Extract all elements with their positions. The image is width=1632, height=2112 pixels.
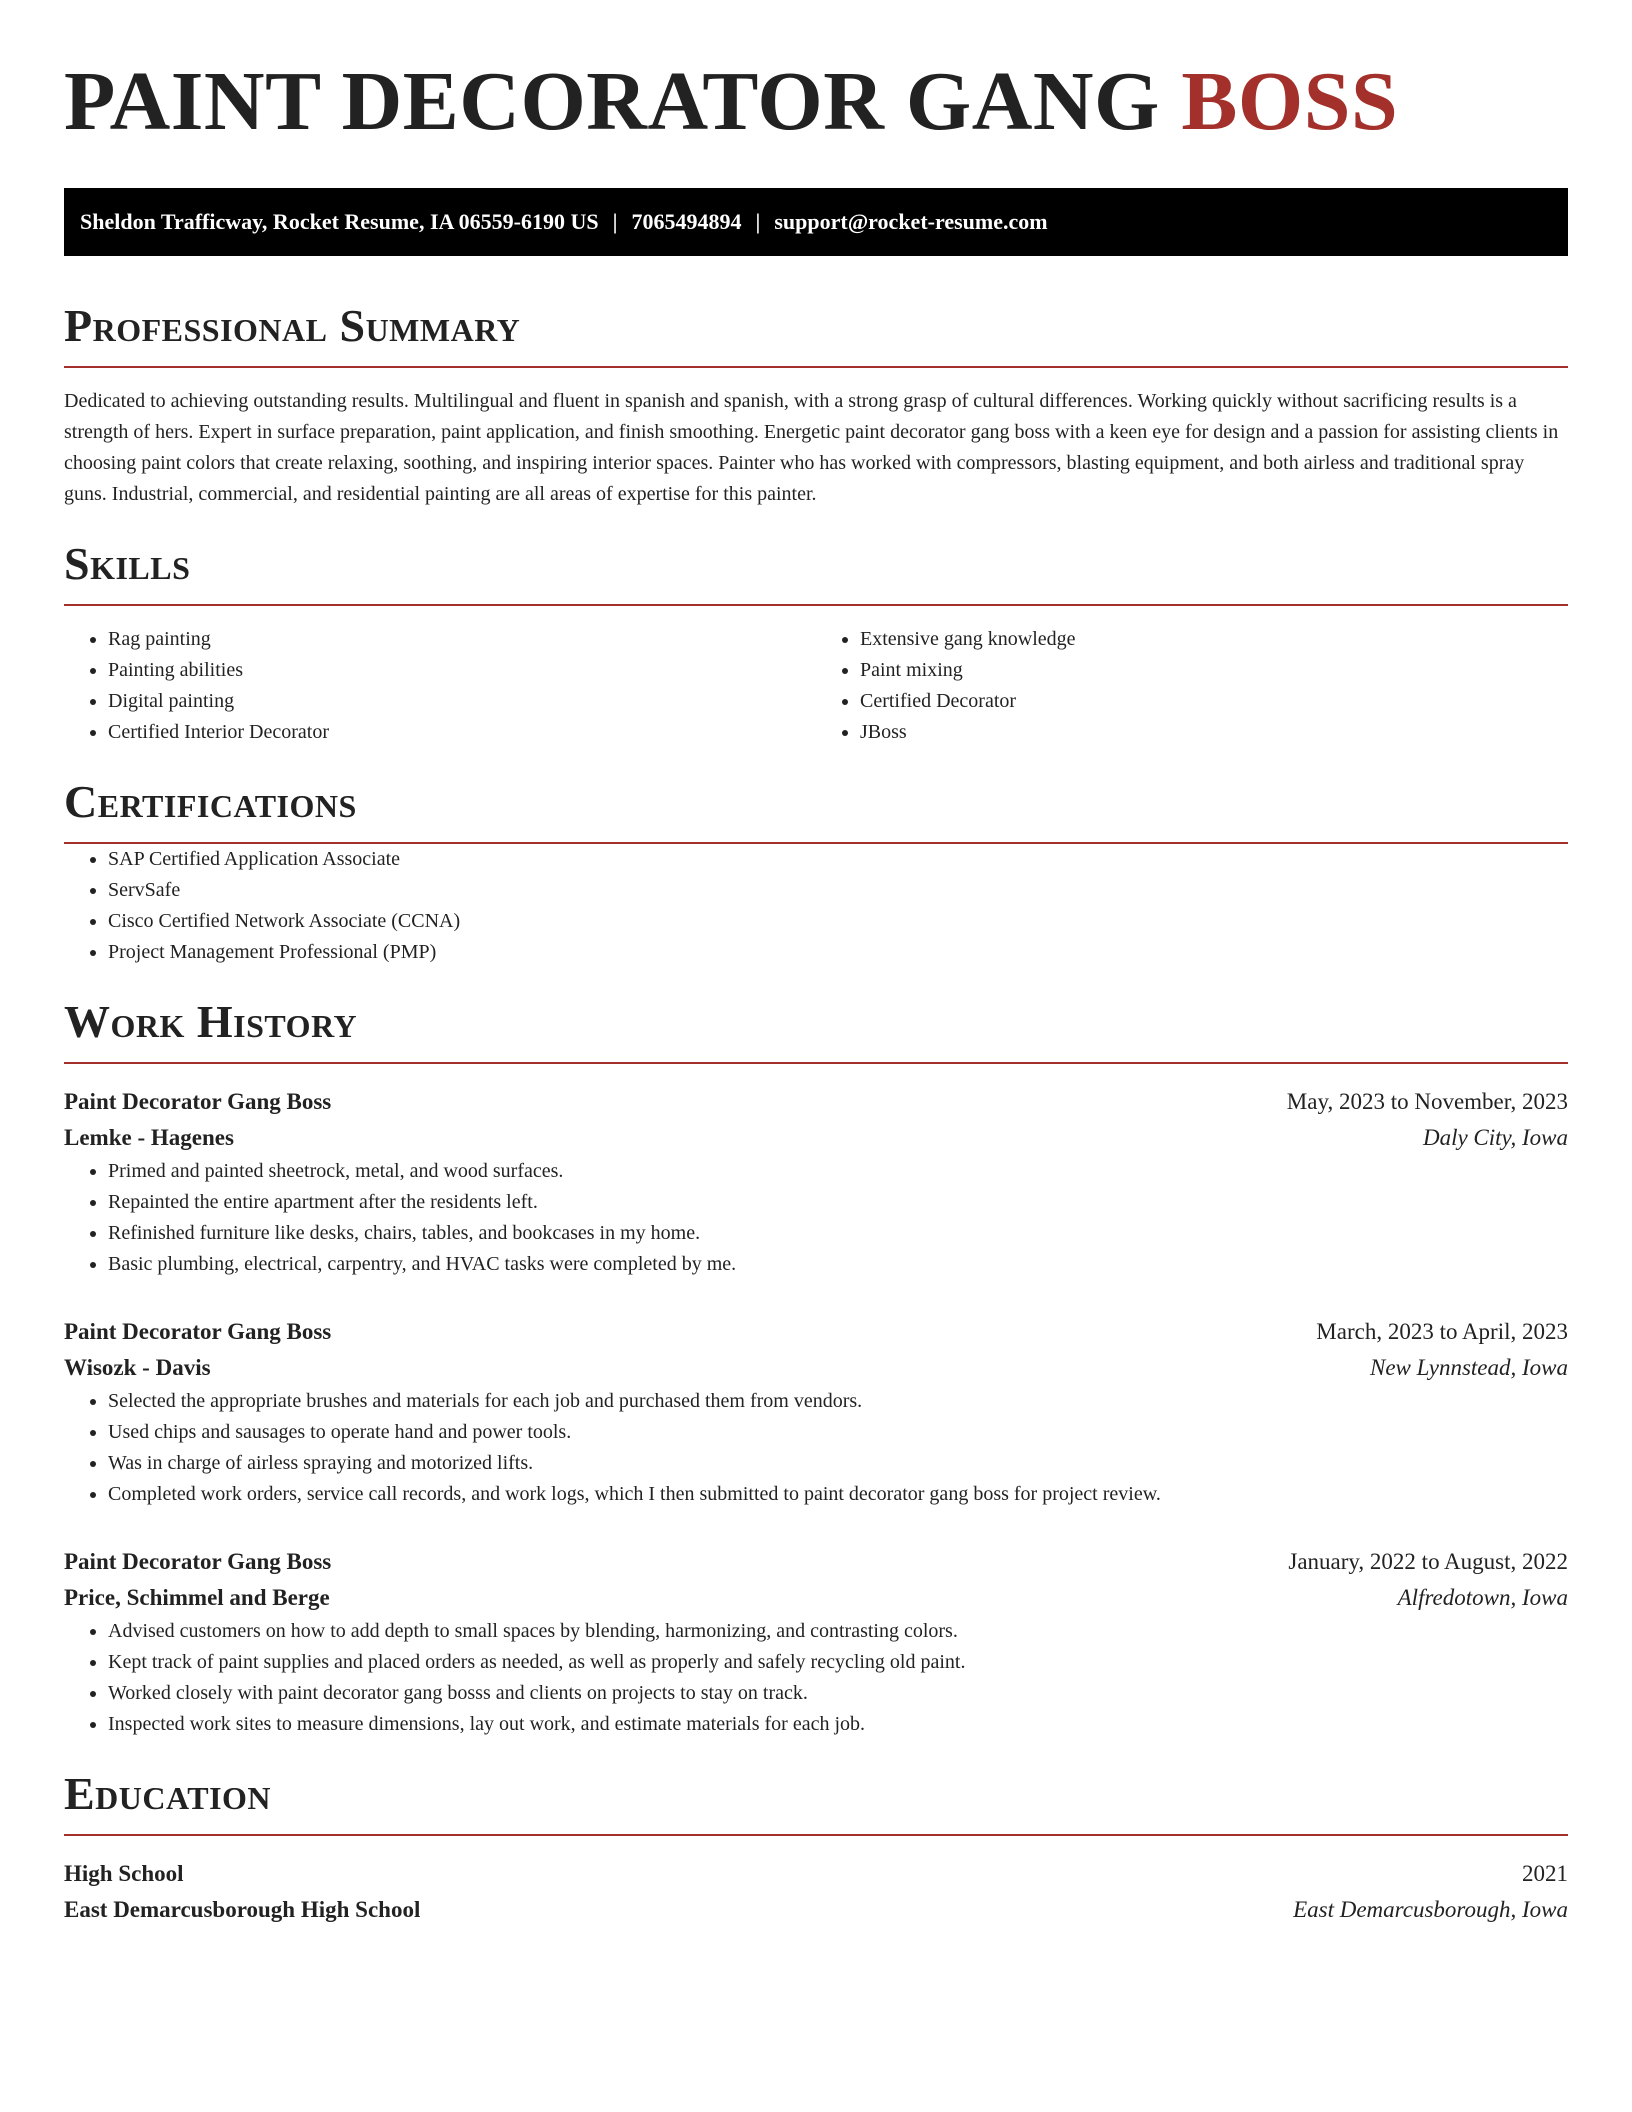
job-bullet: • Completed work orders, service call records, and work logs, which I then submitted to paint decorator gang boss for project review. bbox=[108, 1479, 1568, 1510]
education-header-row bbox=[64, 1856, 1568, 1892]
job-bullet: • Basic plumbing, electrical, carpentry, and HVAC tasks were completed by me. bbox=[108, 1249, 1568, 1280]
education-school: East Demarcusborough High School bbox=[64, 1897, 421, 1922]
job-bullet: • Used chips and sausages to operate hand and power tools. bbox=[108, 1417, 1568, 1448]
job-entry bbox=[64, 1314, 1568, 1510]
education-school-row bbox=[64, 1892, 1568, 1928]
skill-item: • Digital painting bbox=[108, 686, 816, 717]
job-company: Wisozk - Davis bbox=[64, 1355, 211, 1380]
skills-section bbox=[64, 538, 1568, 748]
section-title-certifications: Certifications bbox=[64, 776, 357, 827]
job-company-row bbox=[64, 1350, 1568, 1386]
summary-section bbox=[64, 300, 1568, 510]
job-bullet: • Was in charge of airless spraying and motorized lifts. bbox=[108, 1448, 1568, 1479]
job-bullet: • Worked closely with paint decorator gang bosss and clients on projects to stay on track. bbox=[108, 1678, 1568, 1709]
job-bullet: • Kept track of paint supplies and placed orders as needed, as well as properly and safely recycling old paint. bbox=[108, 1647, 1568, 1678]
certifications-list bbox=[64, 844, 1568, 968]
skills-list-left bbox=[64, 624, 816, 748]
name-main: PAINT DECORATOR GANG bbox=[64, 55, 1160, 148]
job-bullet: • Repainted the entire apartment after the residents left. bbox=[108, 1187, 1568, 1218]
contact-bar bbox=[64, 188, 1568, 256]
section-title-skills: Skills bbox=[64, 538, 191, 589]
skills-grid bbox=[64, 624, 1568, 748]
section-divider bbox=[64, 366, 1568, 368]
contact-phone: 7065494894 bbox=[631, 209, 742, 234]
job-dates: January, 2022 to August, 2022 bbox=[1288, 1549, 1568, 1574]
education-year: 2021 bbox=[1522, 1861, 1568, 1886]
section-title-summary: Professional Summary bbox=[64, 300, 521, 351]
skill-item: • Painting abilities bbox=[108, 655, 816, 686]
job-location: Daly City, Iowa bbox=[1422, 1125, 1568, 1150]
job-company-row bbox=[64, 1580, 1568, 1616]
job-bullets bbox=[64, 1156, 1568, 1280]
section-divider bbox=[64, 1834, 1568, 1836]
job-title: Paint Decorator Gang Boss bbox=[64, 1549, 332, 1574]
summary-text: Dedicated to achieving outstanding results. Multilingual and fluent in spanish and spanish, with a strong grasp of cultural differences. Working quickly without sacrificing results is a strength of hers. Expert in surface preparation, paint application, and finish smoothing. Energetic paint decorator gang boss with a keen eye for design and a passion for assisting clients in choosing paint colors that create relaxing, soothing, and inspiring interior spaces. Painter who has worked with compressors, blasting equipment, and both airless and traditional spray guns. Industrial, commercial, and residential painting are all areas of expertise for this painter. bbox=[64, 390, 1559, 505]
job-bullet: • Primed and painted sheetrock, metal, and wood surfaces. bbox=[108, 1156, 1568, 1187]
section-title-work-history: Work History bbox=[64, 996, 358, 1047]
contact-email: support@rocket-resume.com bbox=[774, 209, 1048, 234]
skills-column-right bbox=[816, 624, 1568, 748]
job-bullet: • Refinished furniture like desks, chairs, tables, and bookcases in my home. bbox=[108, 1218, 1568, 1249]
job-location: New Lynnstead, Iowa bbox=[1369, 1355, 1568, 1380]
skills-column-left bbox=[64, 624, 816, 748]
job-bullets bbox=[64, 1616, 1568, 1740]
skill-item: • JBoss bbox=[860, 717, 1568, 748]
education-entry bbox=[64, 1856, 1568, 1928]
job-entry bbox=[64, 1544, 1568, 1740]
section-divider bbox=[64, 1062, 1568, 1064]
job-company: Lemke - Hagenes bbox=[64, 1125, 234, 1150]
education-degree: High School bbox=[64, 1861, 184, 1886]
job-company-row bbox=[64, 1120, 1568, 1156]
contact-address: Sheldon Trafficway, Rocket Resume, IA 06559-6190 US bbox=[80, 209, 599, 234]
job-title: Paint Decorator Gang Boss bbox=[64, 1319, 332, 1344]
job-dates: May, 2023 to November, 2023 bbox=[1286, 1089, 1568, 1114]
name-accent: BOSS bbox=[1181, 55, 1399, 148]
skill-item: • Certified Interior Decorator bbox=[108, 717, 816, 748]
skill-item: • Paint mixing bbox=[860, 655, 1568, 686]
skill-item: • Extensive gang knowledge bbox=[860, 624, 1568, 655]
job-bullets bbox=[64, 1386, 1568, 1510]
education-section bbox=[64, 1768, 1568, 1928]
job-title: Paint Decorator Gang Boss bbox=[64, 1089, 332, 1114]
skill-item: • Rag painting bbox=[108, 624, 816, 655]
education-location: East Demarcusborough, Iowa bbox=[1293, 1897, 1568, 1922]
contact-separator: | bbox=[755, 209, 761, 234]
section-divider bbox=[64, 604, 1568, 606]
certification-item: • ServSafe bbox=[108, 875, 1568, 906]
job-bullet: • Inspected work sites to measure dimensions, lay out work, and estimate materials for each job. bbox=[108, 1709, 1568, 1740]
job-header-row bbox=[64, 1314, 1568, 1350]
job-company: Price, Schimmel and Berge bbox=[64, 1585, 330, 1610]
job-header-row bbox=[64, 1084, 1568, 1120]
job-location: Alfredotown, Iowa bbox=[1397, 1585, 1568, 1610]
job-entry bbox=[64, 1084, 1568, 1280]
certification-item: • Cisco Certified Network Associate (CCNA) bbox=[108, 906, 1568, 937]
work-history-section bbox=[64, 996, 1568, 1740]
skills-list-right bbox=[816, 624, 1568, 748]
certification-item: • SAP Certified Application Associate bbox=[108, 844, 1568, 875]
certification-item: • Project Management Professional (PMP) bbox=[108, 937, 1568, 968]
section-title-education: Education bbox=[64, 1768, 272, 1819]
skill-item: • Certified Decorator bbox=[860, 686, 1568, 717]
job-dates: March, 2023 to April, 2023 bbox=[1316, 1319, 1568, 1344]
candidate-name bbox=[64, 55, 1568, 148]
job-bullet: • Advised customers on how to add depth to small spaces by blending, harmonizing, and contrasting colors. bbox=[108, 1616, 1568, 1647]
contact-separator: | bbox=[612, 209, 618, 234]
job-header-row bbox=[64, 1544, 1568, 1580]
job-bullet: • Selected the appropriate brushes and materials for each job and purchased them from vendors. bbox=[108, 1386, 1568, 1417]
certifications-section bbox=[64, 776, 1568, 968]
